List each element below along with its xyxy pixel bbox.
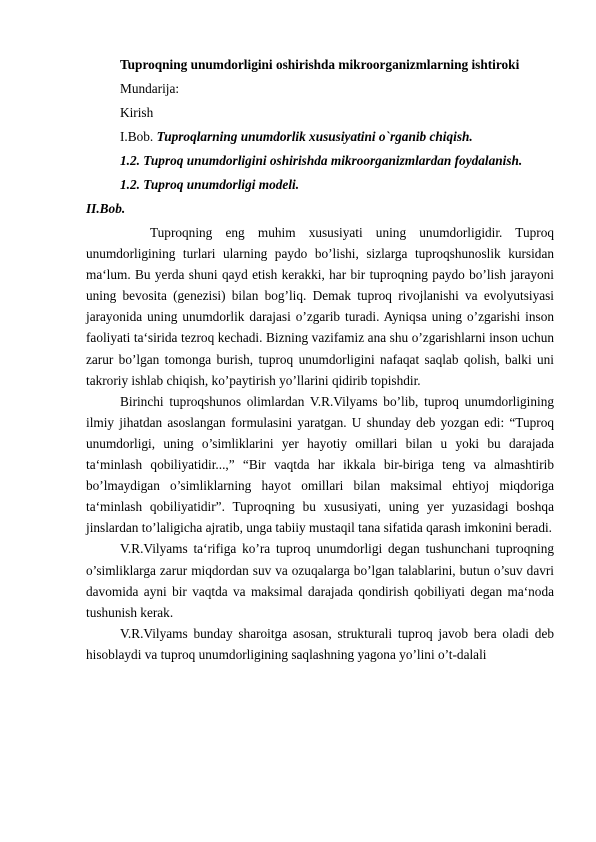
chapter-1-prefix: I.Bob. xyxy=(120,129,154,144)
paragraph: V.R.Vilyams ta‘rifiga ko’ra tuproq unumdorligi degan tushunchani tuproqning o’simliklarga zarur miqdordan suv va ozuqalarga bo’lgan talablarini, butun o’suv davri davomida ayni bir vaqtda va maksimal darajada qondirish qobiliyati degan ma‘noda tushunish kerak. xyxy=(86,541,554,620)
toc-item-chapter-2: II.Bob. xyxy=(86,201,126,216)
chapter-1-title: Tuproqlarning unumdorlik xususiyatini o`rganib chiqish. xyxy=(156,129,473,144)
toc-item-section-1-2b: 1.2. Tuproq unumdorligi modeli. xyxy=(120,177,300,192)
paragraph: Birinchi tuproqshunos olimlardan V.R.Vilyams bo’lib, tuproq unumdorligining ilmiy jihatdan asoslangan formulasini yaratgan. U shunday deb yozgan edi: “Tuproq unumdorligi, uning o’simliklarini yer hayotiy omillari bilan u yoki bu darajada ta‘minlash qobiliyatidir...,” “Bir vaqtda har ikkala bir-biriga teng va almashtirib bo’lmaydigan o’simliklarning hayot omillari bilan maksimal ehtiyoj miqdoriga ta‘minlash qobiliyatidir”. Tuproqning bu xususiyati, uning yer yuzasidagi boshqa jinslardan to’laligicha ajratib, unga tabiiy mustaqil tana sifatida qarash imkonini beradi. xyxy=(86,393,554,536)
toc-item-intro: Kirish xyxy=(120,105,154,120)
toc-heading: Mundarija: xyxy=(120,81,180,96)
toc-item-section-1-2a: 1.2. Tuproq unumdorligini oshirishda mikroorganizmlardan foydalanish. xyxy=(120,153,523,168)
toc-item-chapter-1 xyxy=(120,129,473,145)
document-title: Tuproqning unumdorligini oshirishda mikroorganizmlarning ishtiroki xyxy=(120,57,520,72)
body-text xyxy=(86,222,554,665)
paragraph: Tuproqning eng muhim xususiyati uning unumdorligidir. Tuproq unumdorligining turlari ularning paydo bo’lishi, sizlarga tuproqshunoslik kursidan ma‘lum. Bu yerda shuni qayd etish kerakki, har bir tuproqning paydo bo’lish jarayoni uning bevosita (genezisi) bilan bog’liq. Demak tuproq rivojlanishi va evolyutsiyasi jarayonida uning unumdorlik darajasi o’zgarib turadi. Ayniqsa uning o’zgarishi inson faoliyati ta‘sirida tezroq kechadi. Bizning vazifamiz ana shu o’zgarishlarni inson uchun zarur bo’lgan tomonga burish, tuproq unumdorligini nafaqat saqlab qolish, balki uni takroriy ishlab chiqish, ko’paytirish yo’llarini qidirib topishdir. xyxy=(86,225,554,388)
paragraph: V.R.Vilyams bunday sharoitga asosan, strukturali tuproq javob bera oladi deb hisoblaydi va tuproq unumdorligining saqlashning yagona yo’lini o’t-dalali xyxy=(86,625,554,662)
